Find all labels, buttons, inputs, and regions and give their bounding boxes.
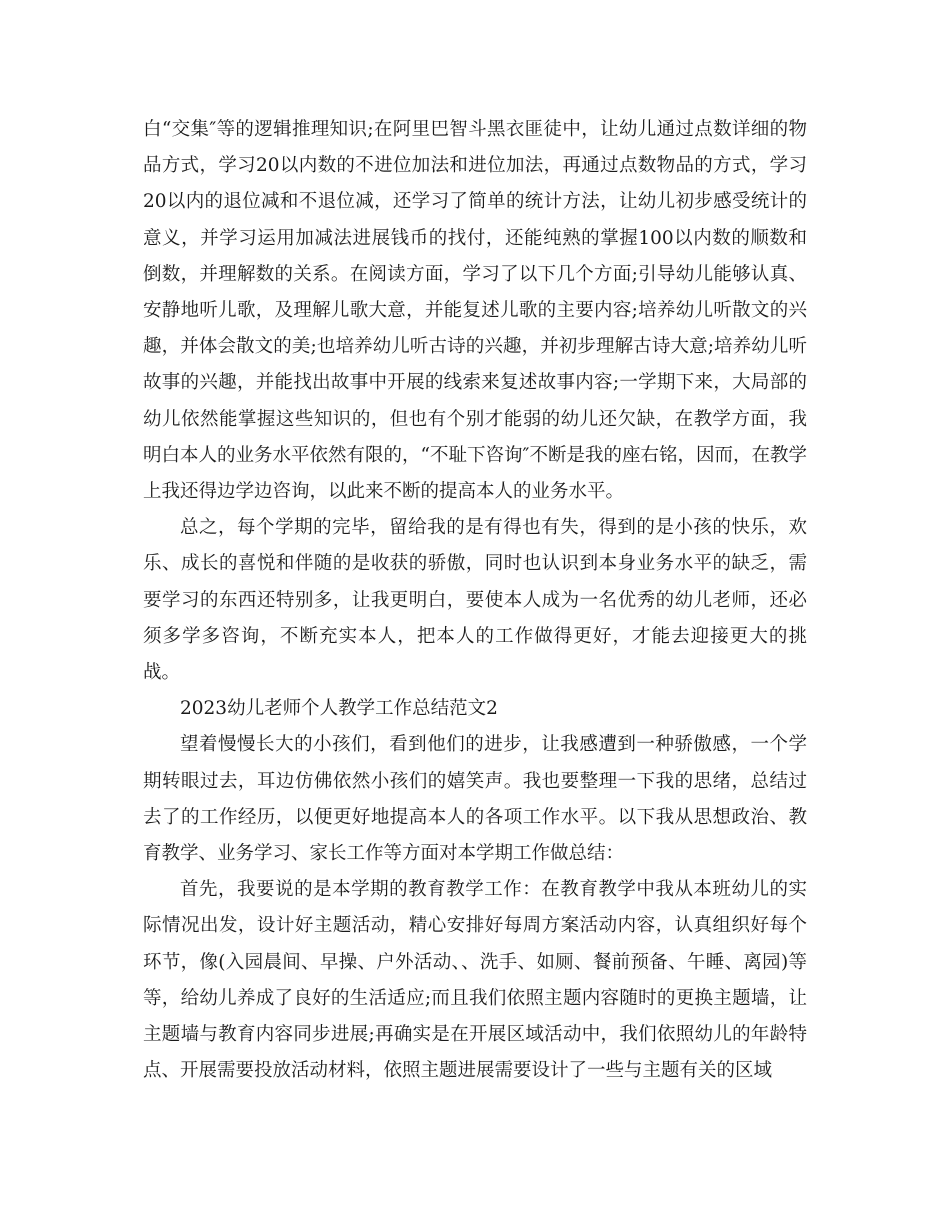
document-body bbox=[143, 112, 807, 1089]
section-title: 2023幼儿老师个人教学工作总结范文2 bbox=[180, 698, 498, 720]
paragraph-intro: 望着慢慢长大的小孩们，看到他们的进步，让我感遭到一种骄傲感，一个学期转眼过去，耳边仿佛依然小孩们的嬉笑声。我也要整理一下我的思绪，总结过去了的工作经历，以便更好地提高本人的各项工作水平。以下我从思想政治、教育教学、业务学习、家长工作等方面对本学期工作做总结： bbox=[143, 734, 807, 865]
paragraph-conclusion: 总之，每个学期的完毕，留给我的是有得也有失，得到的是小孩的快乐，欢乐、成长的喜悦和伴随的是收获的骄傲，同时也认识到本身业务水平的缺乏，需要学习的东西还特别多，让我更明白，要使本人成为一名优秀的幼儿老师，还必须多学多咨询，不断充实本人，把本人的工作做得更好，才能去迎接更大的挑战。 bbox=[143, 517, 807, 684]
paragraph-teaching-work: 首先，我要说的是本学期的教育教学工作：在教育教学中我从本班幼儿的实际情况出发，设计好主题活动，精心安排好每周方案活动内容，认真组织好每个环节，像(入园晨间、早操、户外活动、、洗手、如厕、餐前预备、午睡、离园)等等，给幼儿养成了良好的生活适应;而且我们依照主题内容随时的更换主题墙，让主题墙与教育内容同步进展;再确实是在开展区域活动中，我们依照幼儿的年龄特点、开展需要投放活动材料，依照主题进展需要设计了一些与主题有关的区域 bbox=[143, 879, 807, 1082]
paragraph-continuation: 白“交集″等的逻辑推理知识;在阿里巴智斗黑衣匪徒中，让幼儿通过点数详细的物品方式，学习20以内数的不进位加法和进位加法，再通过点数物品的方式，学习20以内的退位减和不退位减，还学习了简单的统计方法，让幼儿初步感受统计的意义，并学习运用加减法进展钱币的找付，还能纯熟的掌握100以内数的顺数和倒数，并理解数的关系。在阅读方面，学习了以下几个方面;引导幼儿能够认真、安静地听儿歌，及理解儿歌大意，并能复述儿歌的主要内容;培养幼儿听散文的兴趣，并体会散文的美;也培养幼儿听古诗的兴趣，并初步理解古诗大意;培养幼儿听故事的兴趣，并能找出故事中开展的线索来复述故事内容;一学期下来，大局部的幼儿依然能掌握这些知识的，但也有个别才能弱的幼儿还欠缺，在教学方面，我明白本人的业务水平依然有限的，“不耻下咨询″不断是我的座右铭，因而，在教学上我还得边学边咨询，以此来不断的提高本人的业务水平。 bbox=[143, 119, 807, 503]
